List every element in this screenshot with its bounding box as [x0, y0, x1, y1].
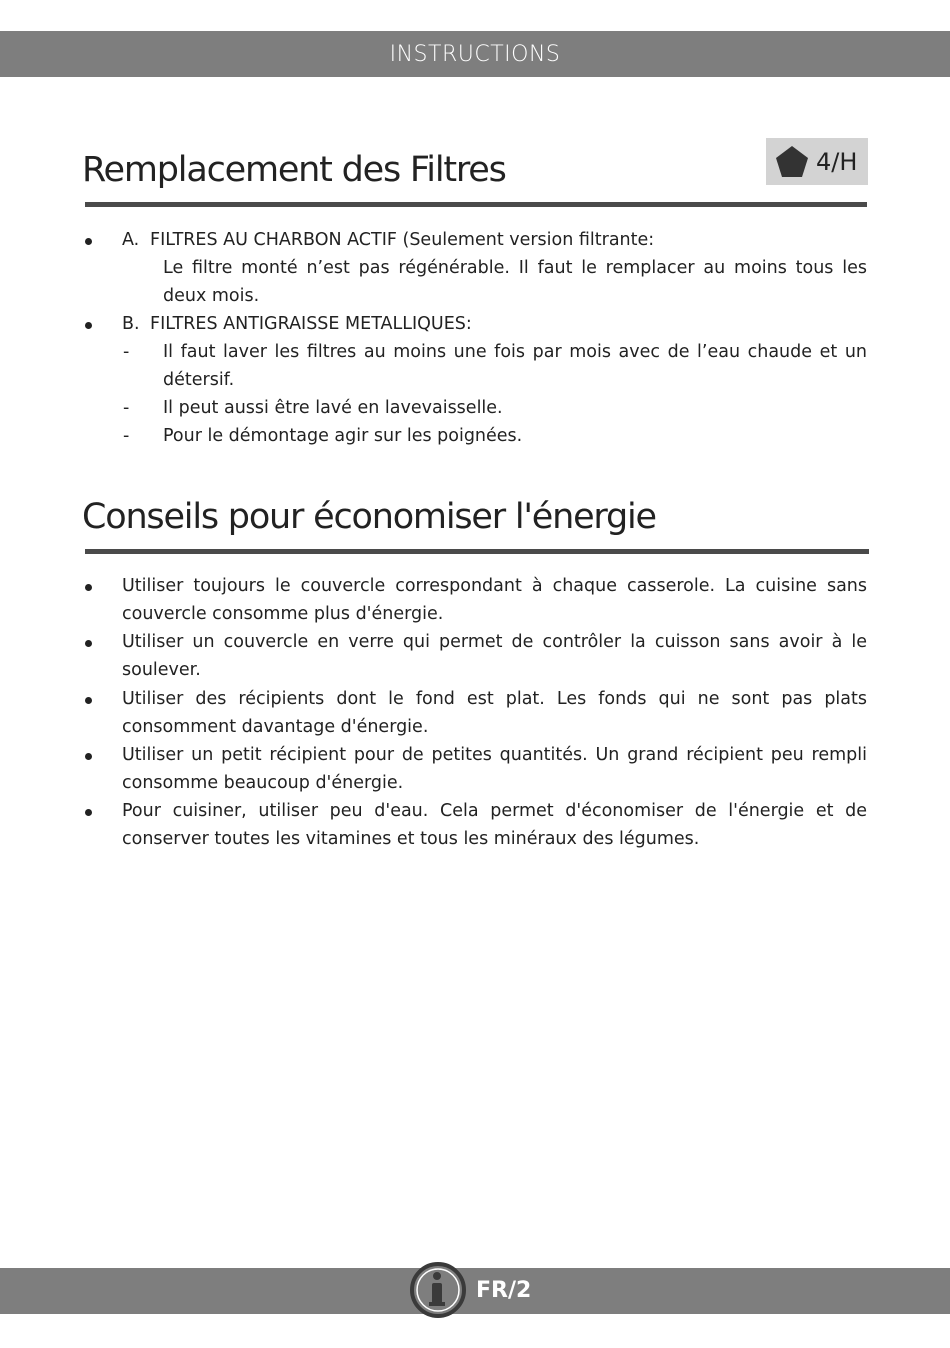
tip-4-line1: Utiliser un petit récipient pour de petites quantités. Un grand récipient peu rempli — [122, 745, 867, 765]
list-item-b — [122, 310, 472, 338]
list-item-a — [122, 226, 654, 254]
item-letter: A. — [122, 230, 140, 250]
item-label: FILTRES AU CHARBON ACTIF (Seulement version filtrante: — [150, 230, 655, 250]
item-label: FILTRES ANTIGRAISSE METALLIQUES: — [150, 314, 472, 334]
pentagon-icon — [774, 144, 810, 180]
tip-4-line2: consomme beaucoup d'énergie. — [122, 773, 404, 793]
info-icon — [410, 1262, 466, 1318]
bullet — [85, 640, 92, 647]
item-a-text-line1: Le filtre monté n’est pas régénérable. Il faut le remplacer au moins tous les — [163, 258, 867, 278]
section-title-energy: Conseils pour économiser l'énergie — [82, 497, 656, 537]
bullet — [85, 753, 92, 760]
section-divider — [85, 549, 869, 554]
item-b-dash1-line2: détersif. — [163, 370, 235, 390]
tip-5-line1: Pour cuisiner, utiliser peu d'eau. Cela permet d'économiser de l'énergie et de — [122, 801, 867, 821]
item-b-dash2: Il peut aussi être lavé en lavevaisselle. — [163, 398, 503, 418]
tip-3-line1: Utiliser des récipients dont le fond est plat. Les fonds qui ne sont pas plats — [122, 689, 867, 709]
tip-3-line2: consomment davantage d'énergie. — [122, 717, 429, 737]
badge-label: 4/H — [816, 147, 858, 176]
tip-1-line2: couvercle consomme plus d'énergie. — [122, 604, 444, 624]
tip-1-line1: Utiliser toujours le couvercle correspondant à chaque casserole. La cuisine sans — [122, 576, 867, 596]
bullet — [85, 697, 92, 704]
hood-badge — [766, 138, 868, 185]
tip-2-line1: Utiliser un couvercle en verre qui permet de contrôler la cuisson sans avoir à le — [122, 632, 867, 652]
item-b-dash1-line1: Il faut laver les filtres au moins une fois par mois avec de l’eau chaude et un — [163, 342, 867, 362]
section-title-filters: Remplacement des Filtres — [82, 150, 506, 190]
header-bar — [0, 31, 950, 77]
tip-5-line2: conserver toutes les vitamines et tous les minéraux des légumes. — [122, 829, 700, 849]
section-divider — [85, 202, 867, 207]
footer-bar — [0, 1268, 950, 1314]
dash: - — [123, 342, 130, 362]
item-b-dash3: Pour le démontage agir sur les poignées. — [163, 426, 523, 446]
bullet — [85, 584, 92, 591]
item-letter: B. — [122, 314, 140, 334]
bullet — [85, 322, 92, 329]
bullet — [85, 809, 92, 816]
bullet — [85, 238, 92, 245]
dash: - — [123, 398, 130, 418]
page-number: FR/2 — [476, 1278, 532, 1303]
item-a-text-line2: deux mois. — [163, 286, 260, 306]
dash: - — [123, 426, 130, 446]
tip-2-line2: soulever. — [122, 660, 201, 680]
header-title: INSTRUCTIONS — [389, 41, 561, 67]
